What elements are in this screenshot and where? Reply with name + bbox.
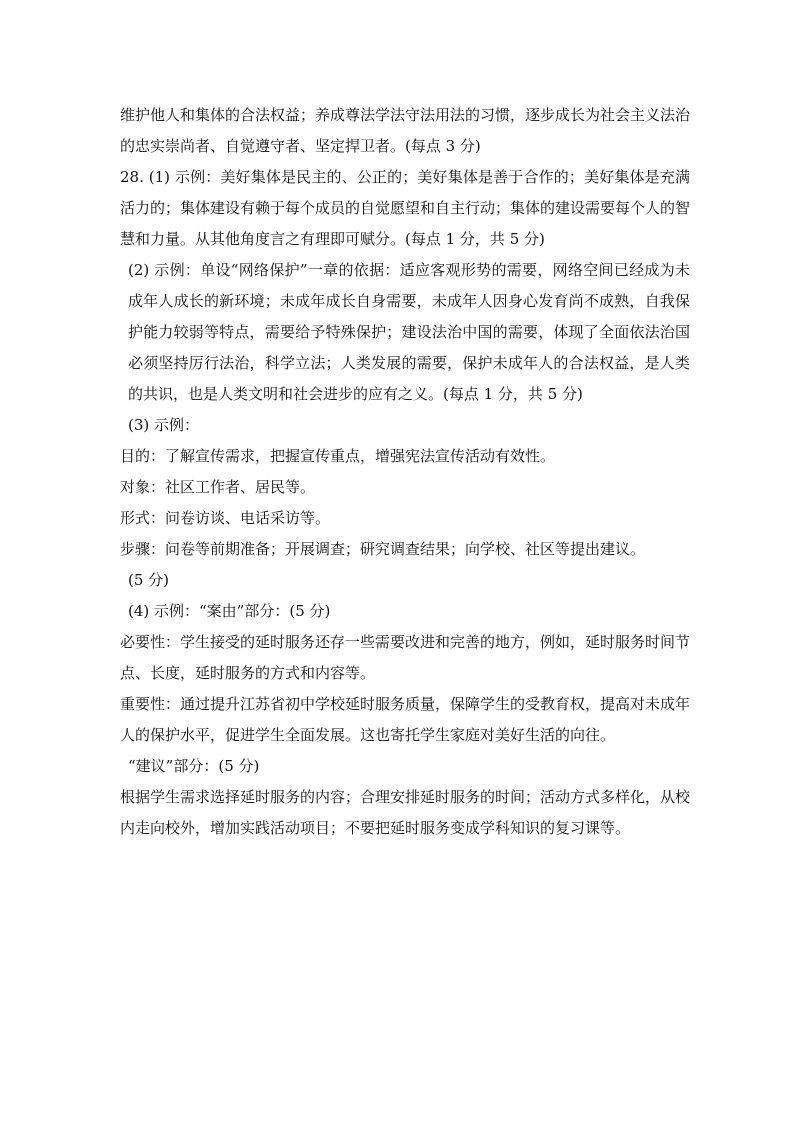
paragraph-q28-part4-heading: (4) 示例：“案由”部分：(5 分) [128,602,331,620]
paragraph-continuation: 维护他人和集体的合法权益；养成尊法学法守法用法的习惯，逐步成长为社会主义法治的忠实崇尚者、自觉遵守者、坚定捍卫者。(每点 3 分) [120,106,691,155]
paragraph-form: 形式：问卷访谈、电话采访等。 [120,509,331,527]
paragraph-steps-score: (5 分) [128,571,170,589]
paragraph-importance: 重要性：通过提升江苏省初中学校延时服务质量，保障学生的受教育权，提高对未成年人的保护水平，促进学生全面发展。这也寄托学生家庭对美好生活的向往。 [120,695,691,744]
paragraph-q28-part3-heading: (3) 示例： [128,416,200,434]
paragraph-suggestion-heading: “建议”部分：(5 分) [128,757,260,775]
paragraph-purpose: 目的：了解宣传需求，把握宣传重点，增强宪法宣传活动有效性。 [120,447,556,465]
paragraph-necessity: 必要性：学生接受的延时服务还存一些需要改进和完善的地方，例如，延时服务时间节点、长度，延时服务的方式和内容等。 [120,633,691,682]
paragraph-q28-part2: (2) 示例：单设“网络保护”一章的依据：适应客观形势的需要，网络空间已经成为未成年人成长的新环境；未成年成长自身需要，未成年人因身心发育尚不成熟，自我保护能力较弱等特点，需要给予特殊保护；建设法治中国的需要，体现了全面依法治国必须坚持厉行法治，科学立法；人类发展的需要，保护未成年人的合法权益，是人类的共识，也是人类文明和社会进步的应有之义。(每点 1 分，共 5 分) [128,261,690,403]
paragraph-steps: 步骤：问卷等前期准备；开展调查；研究调查结果；向学校、社区等提出建议。 [120,540,646,558]
document-page [120,100,690,844]
paragraph-suggestion: 根据学生需求选择延时服务的内容；合理安排延时服务的时间；活动方式多样化，从校内走向校外，增加实践活动项目；不要把延时服务变成学科知识的复习课等。 [120,788,691,837]
paragraph-q28-part1: 28. (1) 示例：美好集体是民主的、公正的；美好集体是善于合作的；美好集体是充满活力的；集体建设有赖于每个成员的自觉愿望和自主行动；集体的建设需要每个人的智慧和力量。从其他角度言之有理即可赋分。(每点 1 分，共 5 分) [120,168,691,248]
paragraph-target: 对象：社区工作者、居民等。 [120,478,316,496]
